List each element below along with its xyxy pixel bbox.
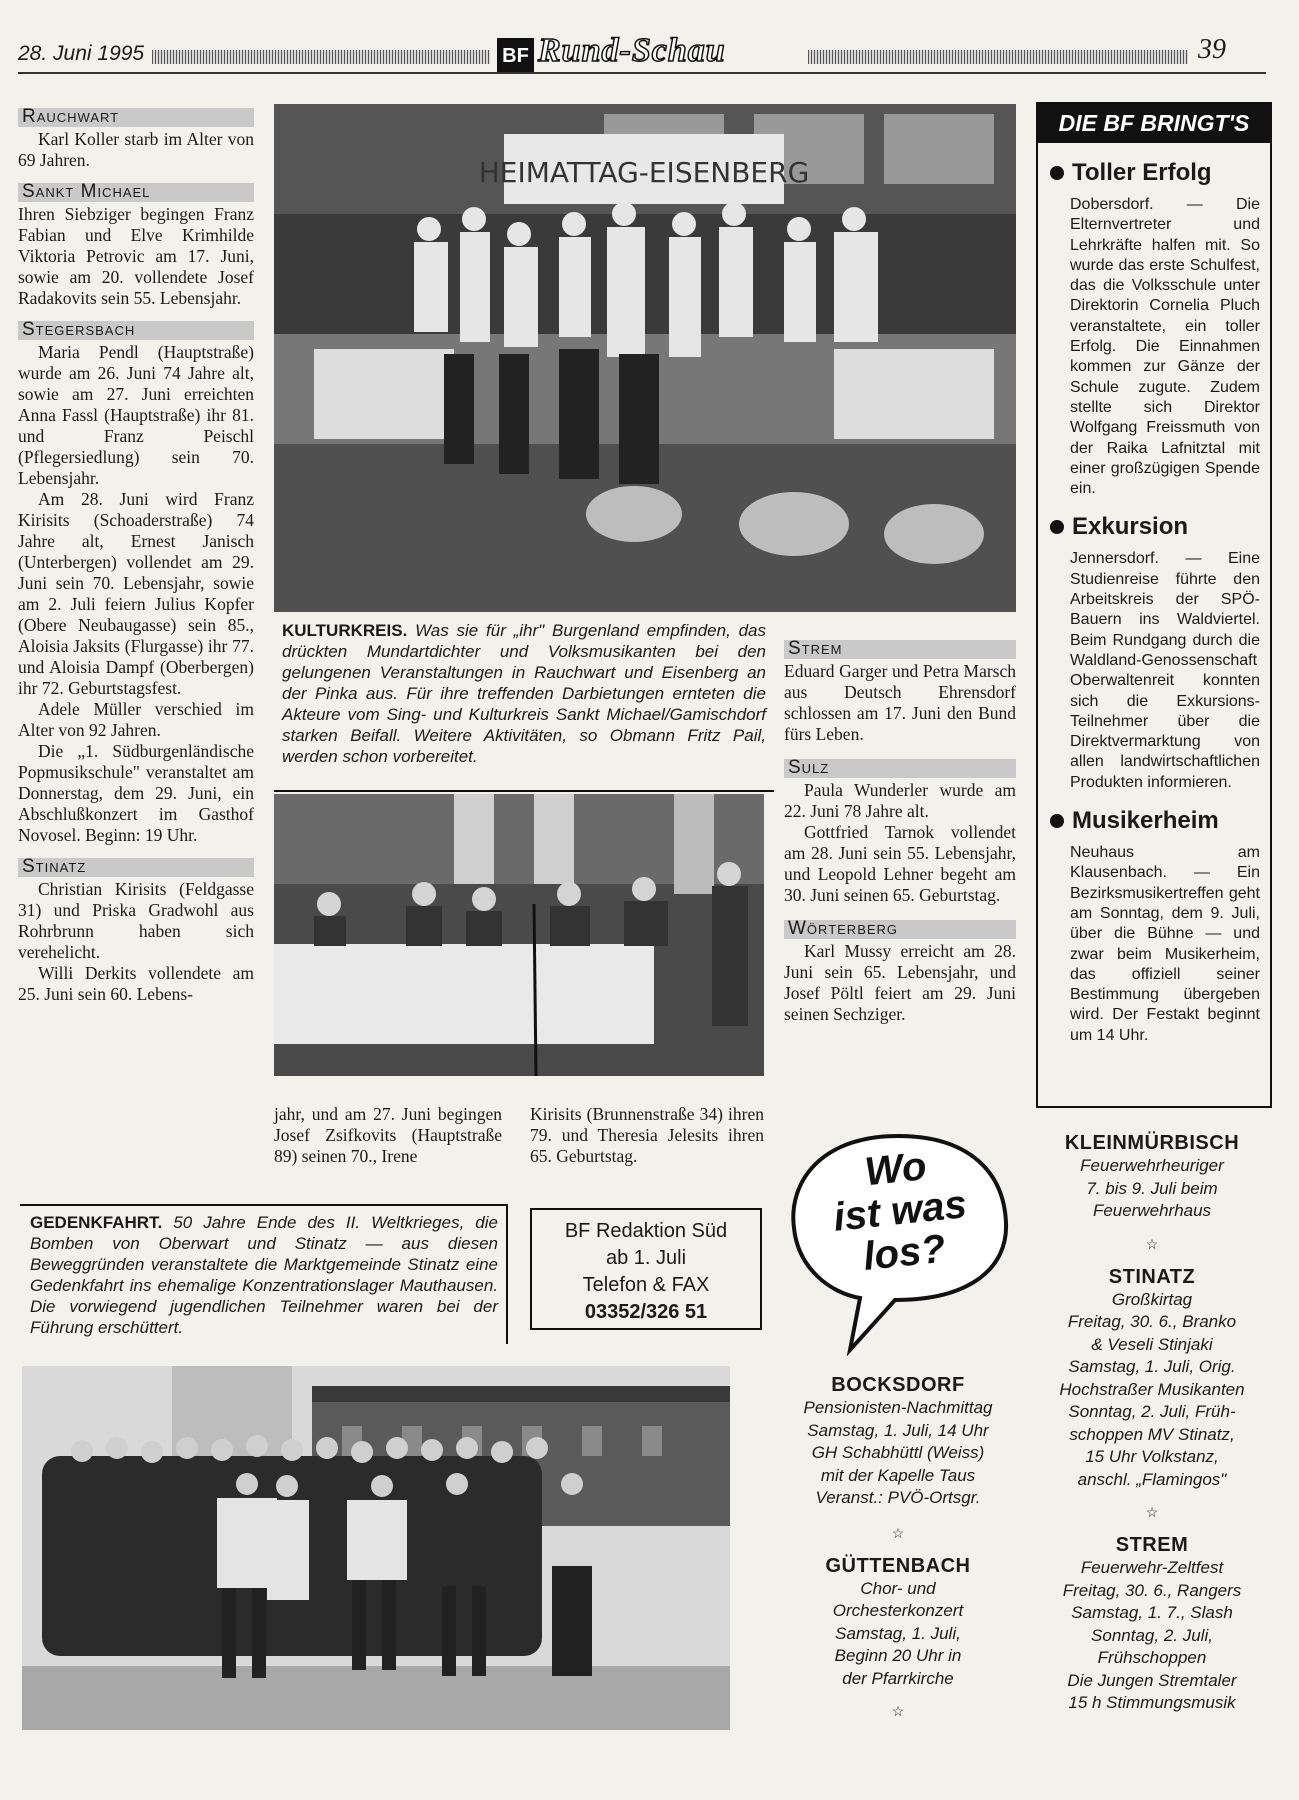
kulturkreis-photo — [274, 104, 1016, 612]
issue-date: 28. Juni 1995 — [18, 42, 145, 65]
wo-ist-was-los-bubble — [780, 1128, 1016, 1358]
item-text: Neuhaus am Klausenbach. — Ein Bezirksmusikertreffen geht am Sonntag, dem 9. Juli, über die Bühne — und zwar beim Musikerheim, das offiziell seiner Bestimmung übergeben wird. Der Festakt beginnt um 14 Uhr. — [1070, 844, 1260, 1044]
event-place: BOCKSDORF — [831, 1374, 965, 1396]
banner-text: HEIMATTAG-EISENBERG — [478, 156, 810, 189]
paragraph: Eduard Garger und Petra Marsch aus Deutsch Ehrensdorf schlossen am 17. Juni den Bund fürs Leben. — [784, 661, 1016, 744]
paragraph: Willi Derkits vollendete am 25. Juni sein 60. Lebens- — [18, 963, 254, 1004]
section-title: Sulz — [784, 755, 1016, 780]
section-title: Sankt Michael — [18, 179, 254, 204]
bullet-icon — [1050, 520, 1064, 534]
panel-photo-art — [274, 794, 764, 1076]
paragraph: Adele Müller verschied im Alter von 92 Jahren. — [18, 699, 254, 740]
star-icon: ☆ — [1145, 1506, 1159, 1521]
section-title: Stegersbach — [18, 317, 254, 342]
event-text: Pensionisten-Nachmittag Samstag, 1. Juli, 14 Uhr GH Schabhüttl (Weiss) mit der Kapelle Taus Veranst.: PVÖ-Ortsgr. — [803, 1398, 993, 1507]
section-title: Strem — [784, 636, 1016, 661]
event-place: GÜTTENBACH — [825, 1554, 971, 1577]
caption-head: GEDENKFAHRT. — [30, 1213, 163, 1232]
paragraph: Die „1. Südburgenländische Popmusikschule" veranstaltet am Donnerstag, dem 29. Juni, ein Abschlußkonzert im Gasthof Novosel. Beginn: 19 Uhr. — [18, 741, 254, 845]
continuation-1 — [274, 1104, 502, 1167]
redaktion-box — [530, 1208, 762, 1330]
left-column — [18, 104, 254, 1005]
box-title: DIE BF BRINGT'S — [1038, 104, 1270, 143]
event-place: STINATZ — [1108, 1265, 1196, 1288]
redaktion-line: BF Redaktion Süd — [564, 1220, 728, 1242]
paragraph: Gottfried Tarnok vollendet am 28. Juni sein 55. Lebensjahr, und Leopold Lehner begeht am 30. Juni seinen 65. Geburtstag. — [784, 822, 1016, 905]
event-place: STREM — [1115, 1534, 1189, 1556]
redaktion-line: ab 1. Juli — [605, 1247, 687, 1269]
paragraph: Karl Mussy erreicht am 28. Juni sein 65. Lebensjahr, und Josef Pöltl feiert am 29. Juni seinen Sechziger. — [784, 941, 1016, 1024]
page-number: 39 — [1198, 34, 1226, 65]
paragraph: Karl Koller starb im Alter von 69 Jahren. — [18, 129, 254, 170]
caption-head: KULTURKREIS. — [282, 621, 408, 640]
bullet-icon — [1050, 166, 1064, 180]
star-icon: ☆ — [891, 1526, 905, 1542]
paragraph: Ihren Siebziger begingen Franz Fabian und Elve Krimhilde Viktoria Petrovic am 17. Juni, sowie am 20. vollendete Josef Radakovits sein 55. Lebensjahr. — [18, 204, 254, 308]
third-column — [784, 636, 1016, 1025]
gedenkfahrt-photo-art — [22, 1366, 730, 1730]
item-heading: Exkursion — [1050, 513, 1260, 541]
paragraph: Christian Kirisits (Feldgasse 31) und Priska Gradwohl aus Rohrbrunn haben sich verehelicht. — [18, 879, 254, 962]
bf-bringts-box — [1036, 102, 1272, 1108]
gedenkfahrt-photo — [22, 1366, 730, 1730]
header-rule-right — [808, 50, 1188, 64]
section-title: Stinatz — [18, 854, 254, 879]
panel-photo — [274, 794, 764, 1076]
item-heading: Toller Erfolg — [1050, 159, 1260, 187]
header-divider — [18, 72, 1266, 74]
continuation-2 — [530, 1104, 764, 1167]
caption-text: Was sie für „ihr" Burgenland empfinden, das drückten Mundartdichter und Volksmusikanten bei den gelungenen Veranstaltungen in Rauchwart und Eisenberg an der Pinka aus. Für ihre treffenden Darbietungen ernteten die Akteure vom Sing- und Kulturkreis Sankt Michael/Gamischdorf starken Beifall. Weitere Aktivitäten, so Obmann Fritz Pail, werden schon vorbereitet. — [282, 621, 766, 766]
kulturkreis-caption — [282, 620, 766, 767]
header-rule-left — [152, 50, 490, 64]
item-text: Dobersdorf. — Die Elternvertreter und Lehrkräfte halfen mit. So wurde das erste Schulfest, das die Volksschule unter Direktorin Cornelia Pluch veranstaltete, ein toller Erfolg. Die Einnahmen kommen zur Gänze der Schule zugute. Zudem stellte sich Direktor Wolfgang Freissmuth von der Raika Lafnitztal mit einer großzügigen Spende ein. — [1070, 196, 1260, 498]
paragraph: jahr, und am 27. Juni begingen Josef Zsifkovits (Hauptstraße 89) seinen 70., Irene — [274, 1104, 502, 1166]
event-text: Feuerwehrheuriger 7. bis 9. Juli beim Feuerwehrhaus — [1080, 1156, 1224, 1220]
redaktion-line: Telefon & FAX — [582, 1274, 710, 1296]
section-title: Rauchwart — [18, 104, 254, 129]
masthead-title: Rund-Schau — [538, 32, 726, 69]
paragraph: Am 28. Juni wird Franz Kirisits (Schoaderstraße) 74 Jahre alt, Ernest Janisch (Unterbergen) vollendet am 29. Juni sein 70. Lebensjahr, sowie am 2. Juli feiern Julius Kopfer (Obere Neubaugasse) sein 85., Aloisia Jaksits (Flurgasse) ihr 77. und Aloisia Dampf (Oberbergen) ihr 72. Geburtstagsfest. — [18, 489, 254, 698]
section-title: Wörterberg — [784, 916, 1016, 941]
bubble-line: Wo — [862, 1144, 929, 1195]
redaktion-phone: 03352/326 51 — [584, 1301, 708, 1323]
events-left — [780, 1374, 1016, 1727]
paragraph: Maria Pendl (Hauptstraße) wurde am 26. Juni 74 Jahre alt, sowie am 27. Juni erreichten Anna Fassl (Hauptstraße) ihr 81. und Franz Peischl (Pflegersiedlung) sein 70. Lebensjahr. — [18, 342, 254, 488]
caption-rule — [274, 790, 774, 792]
event-text: Feuerwehr-Zeltfest Freitag, 30. 6., Rangers Samstag, 1. 7., Slash Sonntag, 2. Juli, Frühschoppen Die Jungen Stremtaler 15 h Stimmungsmusik — [1062, 1558, 1242, 1712]
bullet-icon — [1050, 814, 1064, 828]
kulturkreis-photo-art — [274, 104, 1016, 612]
bf-logo: BF — [497, 38, 534, 74]
paragraph: Kirisits (Brunnenstraße 34) ihren 79. und Theresia Jelesits ihren 65. Geburtstag. — [530, 1104, 764, 1166]
bubble-line: ist was — [831, 1182, 969, 1240]
caption-text: 50 Jahre Ende des II. Weltkrieges, die Bomben von Oberwart und Stinatz — aus diesen Beweggründen veranstaltete die Marktgemeinde Stinatz eine Gedenkfahrt ins ehemalige Konzentrationslager Mauthausen. Die vorwiegend jugendlichen Teilnehmer waren bei der Führung erschüttert. — [30, 1213, 498, 1337]
gedenkfahrt-caption — [20, 1204, 508, 1344]
bubble-line: los? — [861, 1226, 948, 1279]
star-icon: ☆ — [891, 1705, 905, 1720]
item-text: Jennersdorf. — Eine Studienreise führte den Arbeitskreis der SPÖ-Bauern ins Waldviertel. Beim Rundgang durch die Waldland-Genossenschaft Oberwaltenreit konnten sich die Exkursions-Teilnehmer über die Direktvermarktung von allen landwirtschaftlichen Produkten informieren. — [1070, 550, 1260, 791]
events-right — [1036, 1132, 1268, 1715]
event-place: KLEINMÜRBISCH — [1064, 1132, 1240, 1154]
star-icon: ☆ — [1145, 1237, 1159, 1253]
event-text: Chor- und Orchesterkonzert Samstag, 1. Juli, Beginn 20 Uhr in der Pfarrkirche — [832, 1578, 964, 1688]
event-text: Großkirtag Freitag, 30. 6., Branko & Veseli Stinjaki Samstag, 1. Juli, Orig. Hochstraßer Musikanten Sonntag, 2. Juli, Früh- schoppen MV Stinatz, 15 Uhr Volkstanz, anschl. „Flamingos" — [1059, 1289, 1245, 1489]
paragraph: Paula Wunderler wurde am 22. Juni 78 Jahre alt. — [784, 780, 1016, 821]
item-heading: Musikerheim — [1050, 807, 1260, 835]
